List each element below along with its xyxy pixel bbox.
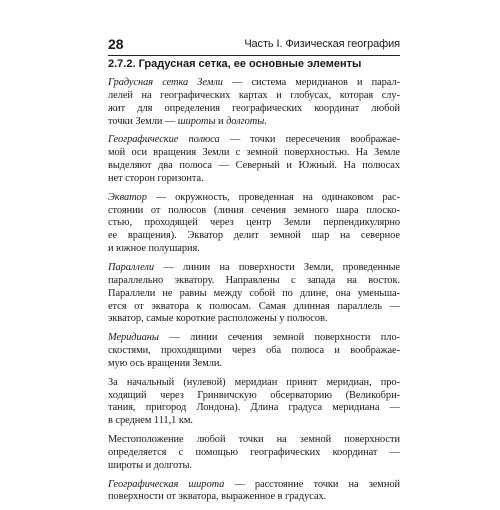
text-segment: определяется с помощью географических координат —: [108, 446, 400, 458]
text-line: [108, 402, 400, 415]
text-segment: — система меридианов и парал-: [222, 77, 400, 88]
text-line: [108, 90, 400, 103]
text-line: [108, 77, 400, 90]
defined-term: Экватор: [108, 191, 147, 203]
text-line: [108, 173, 400, 186]
text-segment: ее вращения). Экватор делит земной шар на северное: [108, 230, 400, 242]
header-rule: [108, 55, 400, 56]
text-segment: ходящий через Гринвичскую обсерваторию (Великобри-: [108, 389, 400, 401]
text-segment: Местоположение любой точки на земной поверхности: [108, 434, 400, 446]
text-segment: в среднем 111,1 км.: [108, 415, 193, 427]
text-segment: жит для определения географических координат любой: [108, 102, 400, 114]
text-segment: мую ось вращения Земли.: [108, 357, 222, 369]
page-header: [108, 36, 400, 56]
text-line: [108, 134, 400, 147]
text-line: [108, 217, 400, 230]
text-segment: параллельно экватору. Направлены с запада на восток.: [108, 274, 400, 286]
text-segment: и: [215, 115, 227, 127]
text-segment: — окружность, проведенная на одинаковом рас-: [146, 191, 400, 203]
defined-term: Параллели: [108, 261, 155, 273]
running-head: Часть I. Физическая география: [244, 38, 400, 50]
text-line: [108, 288, 400, 301]
text-line: [108, 479, 400, 492]
text-line: [108, 243, 400, 256]
text-line: [108, 160, 400, 173]
paragraph: [108, 377, 400, 428]
text-segment: Параллели не равны между собой по длине, она уменьша-: [108, 287, 400, 299]
paragraph: [108, 192, 400, 256]
text-segment: стью, проходящей через центр Земли перпендикулярно: [108, 217, 400, 229]
text-line: [108, 275, 400, 288]
text-line: [108, 332, 400, 345]
paragraph: [108, 134, 400, 185]
text-line: [108, 415, 400, 428]
page-number: 28: [108, 36, 124, 52]
text-line: [108, 116, 400, 129]
text-line: [108, 147, 400, 160]
text-line: [108, 460, 400, 473]
text-line: [108, 377, 400, 390]
text-line: [108, 434, 400, 447]
defined-term: Географические полюса: [108, 134, 220, 146]
text-segment: тания, пригород Лондона). Длина градуса меридиана —: [108, 402, 400, 414]
text-segment: — линии сечения земной поверхности пло-: [158, 332, 400, 344]
paragraph: [108, 434, 400, 473]
text-segment: — линии на поверхности Земли, проведенные: [154, 261, 400, 273]
text-segment: скостями, проходящими через оба полюса и воображае-: [108, 345, 400, 357]
section-title: 2.7.2. Градусная сетка, ее основные элементы: [108, 58, 362, 70]
paragraph: [108, 262, 400, 326]
text-segment: ется от экватора к полюсам. Самая длинная параллель —: [108, 300, 400, 312]
defined-term: Меридианы: [108, 332, 159, 344]
paragraph: [108, 77, 400, 128]
text-segment: выделяют два полюса — Северный и Южный. На полюсах: [108, 160, 400, 172]
text-line: [108, 230, 400, 243]
text-segment: мой оси вращения Земли с земной поверхностью. На Земле: [108, 147, 400, 159]
text-segment: и южное полушария.: [108, 243, 200, 255]
text-line: [108, 301, 400, 314]
text-segment: экватор, самые короткие расположены у полюсов.: [108, 313, 328, 325]
text-segment: точки Земли —: [108, 115, 178, 127]
text-segment: — расстояние точки на земной: [224, 478, 401, 490]
text-segment: .: [264, 115, 267, 127]
text-line: [108, 205, 400, 218]
text-segment: лелей на географических картах и глобусах, которая слу-: [108, 89, 400, 101]
text-line: [108, 491, 400, 504]
defined-term: Градусная сетка Земли: [108, 77, 223, 88]
defined-term: широты: [177, 115, 216, 127]
text-line: [108, 192, 400, 205]
paragraph-list: [108, 77, 400, 504]
text-segment: стоянии от полюсов (линия сечения земного шара плоско-: [108, 204, 400, 216]
text-line: [108, 358, 400, 371]
text-line: [108, 390, 400, 403]
text-line: [108, 313, 400, 326]
text-segment: — точки пересечения воображае-: [219, 134, 400, 146]
text-segment: широты и долготы.: [108, 459, 192, 471]
text-segment: поверхности от экватора, выраженное в градусах.: [108, 491, 327, 503]
text-line: [108, 345, 400, 358]
text-segment: нет сторон горизонта.: [108, 172, 204, 184]
page-content: [108, 58, 400, 510]
defined-term: Географическая широта: [108, 478, 225, 490]
text-segment: За начальный (нулевой) меридиан принят меридиан, про-: [108, 376, 400, 388]
paragraph: [108, 479, 400, 505]
paragraph: [108, 332, 400, 371]
text-line: [108, 103, 400, 116]
text-line: [108, 447, 400, 460]
defined-term: долготы: [226, 115, 265, 127]
text-line: [108, 262, 400, 275]
